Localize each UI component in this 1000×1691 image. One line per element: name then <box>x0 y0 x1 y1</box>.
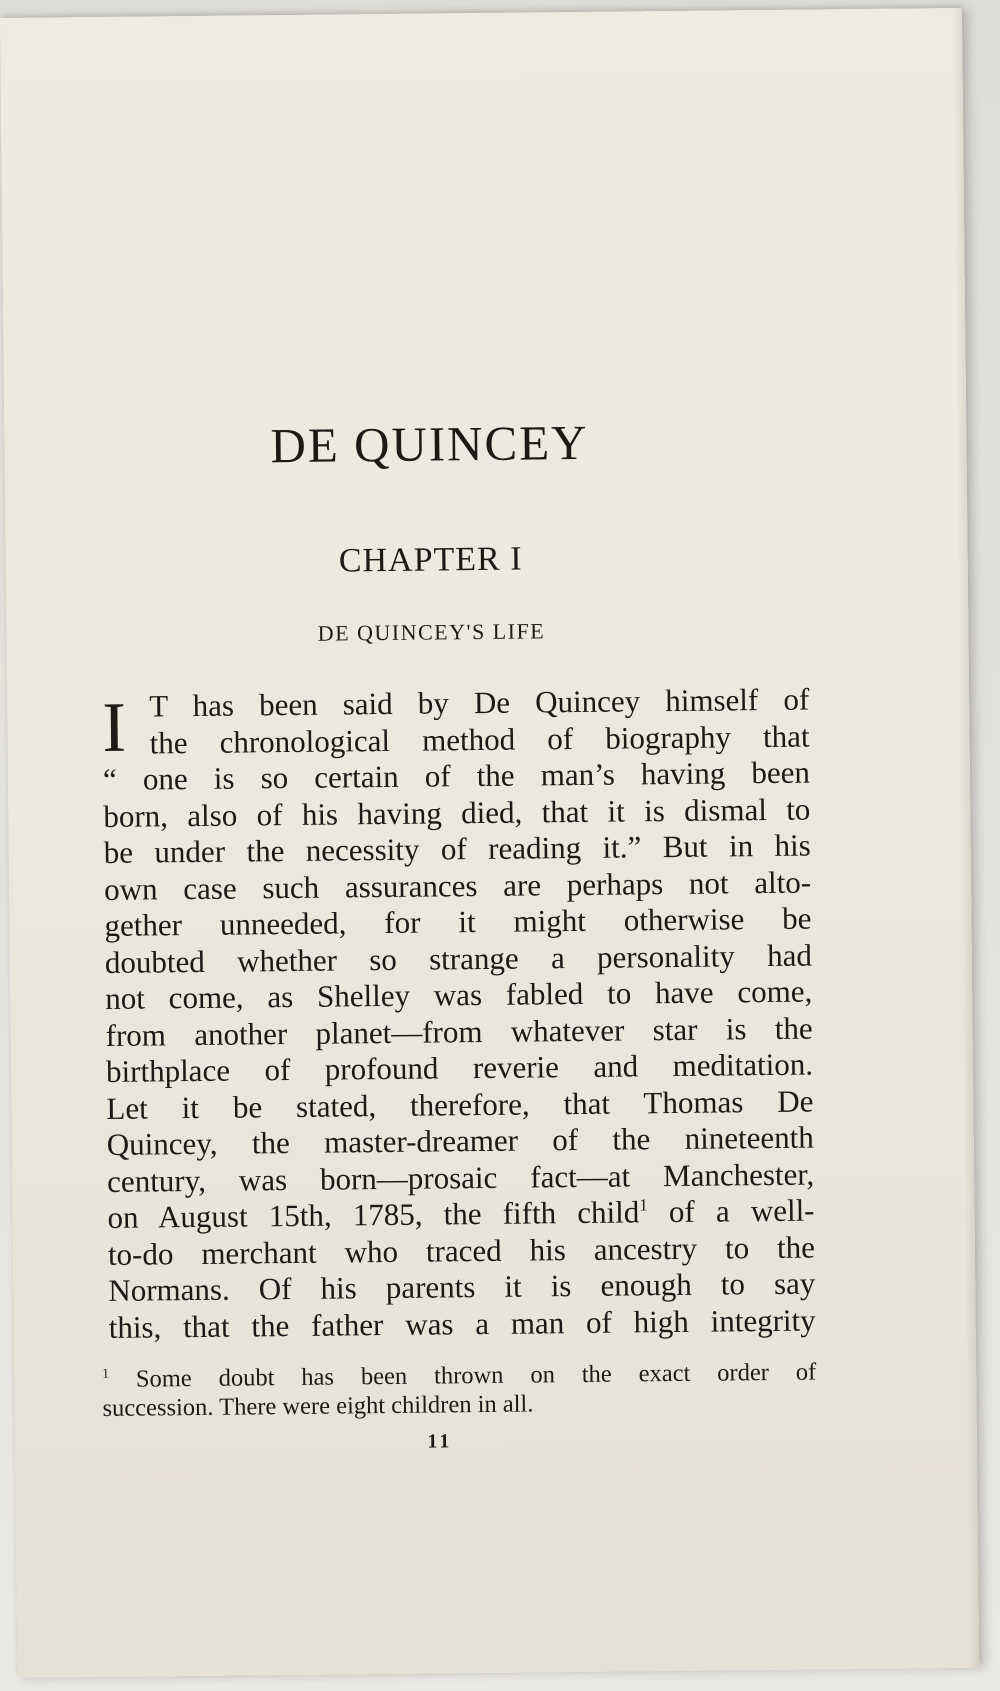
body-line: doubted whether so strange a personality had <box>104 937 813 980</box>
body-line: Let it be stated, therefore, that Thomas De <box>106 1083 814 1126</box>
page-number: 11 <box>427 1430 453 1453</box>
body-line: not come, as Shelley was fabled to have come, <box>105 973 813 1016</box>
body-line: to-do merchant who traced his ancestry to the <box>107 1229 816 1272</box>
book-title: DE QUINCEY <box>270 414 589 474</box>
book-page <box>0 8 979 1678</box>
footnote-marker: 1 <box>102 1365 110 1381</box>
footnote-text: Some doubt has been thrown on the exact order of <box>108 1358 817 1393</box>
body-line: Quincey, the master-dreamer of the nineteenth <box>106 1119 814 1162</box>
footnote <box>102 1358 817 1423</box>
body-line: birthplace of profound reverie and meditation. <box>105 1046 814 1089</box>
body-line-head: on August 15th, 1785, the fifth child <box>107 1194 640 1235</box>
body-line: gether unneeded, for it might otherwise be <box>104 900 812 943</box>
body-text <box>102 682 816 1346</box>
footnote-reference: 1 <box>639 1195 648 1215</box>
body-line: be under the necessity of reading it.” But in his <box>103 827 811 870</box>
body-line: Normans. Of his parents it is enough to say <box>108 1265 816 1308</box>
chapter-subtitle: DE QUINCEY'S LIFE <box>317 618 546 646</box>
body-line: this, that the father was a man of high integrity <box>108 1302 816 1345</box>
chapter-heading: CHAPTER I <box>338 540 523 580</box>
body-line-tail: of a well- <box>647 1192 815 1230</box>
footnote-line: succession. There were eight children in all. <box>102 1390 534 1423</box>
body-line: own case such assurances are perhaps not alto- <box>103 864 812 907</box>
body-line: the chronological method of biography that <box>149 718 810 760</box>
body-line: T has been said by De Quincey himself of <box>149 681 810 724</box>
body-line: century, was born—prosaic fact—at Manchester, <box>107 1156 815 1199</box>
body-line: from another planet—from whatever star is the <box>105 1010 813 1053</box>
body-line: “ one is so certain of the man’s having been <box>102 754 811 797</box>
body-line: born, also of his having died, that it is dismal to <box>103 791 811 834</box>
drop-cap: I <box>102 688 127 767</box>
